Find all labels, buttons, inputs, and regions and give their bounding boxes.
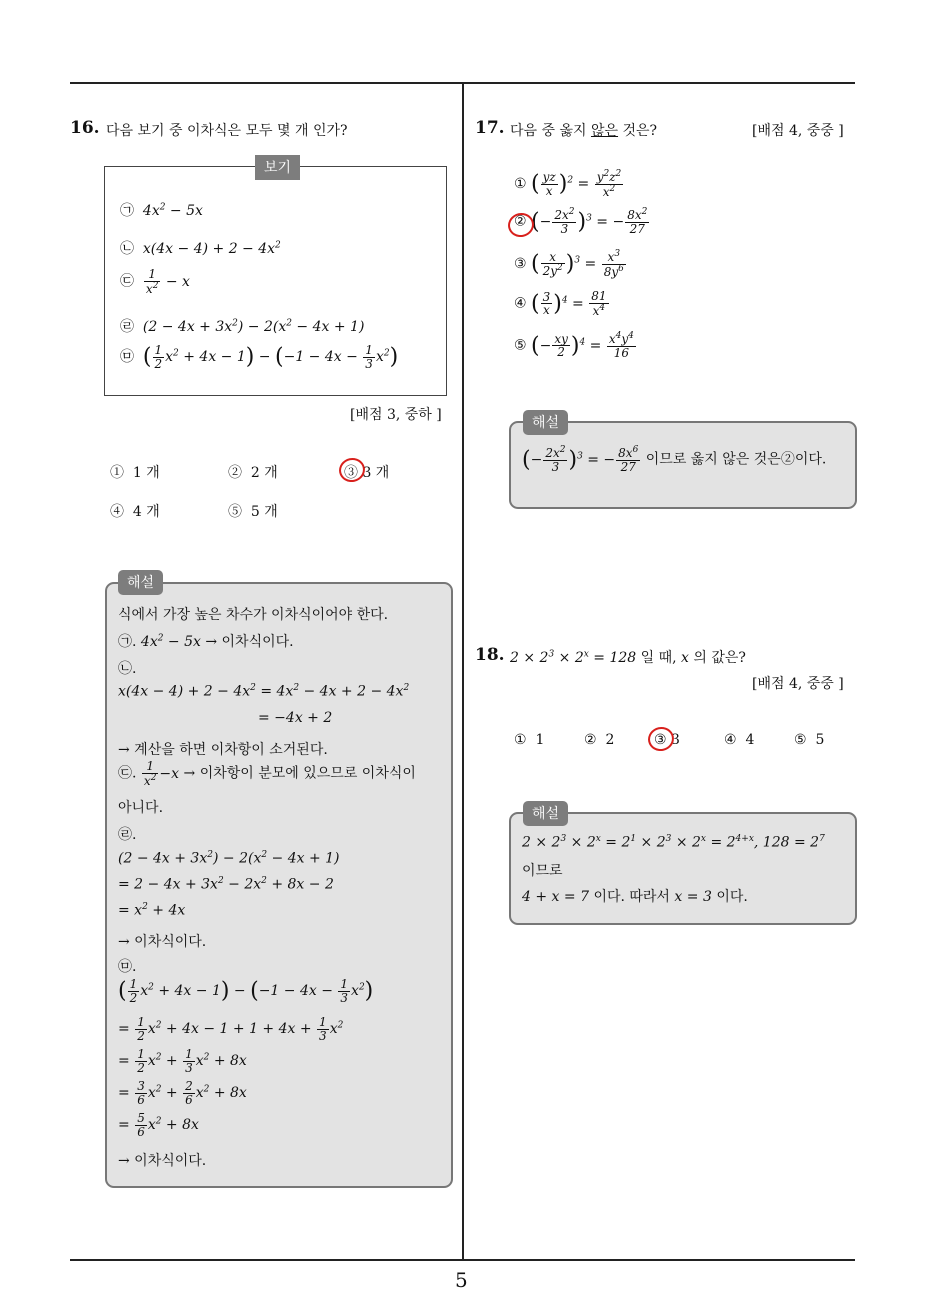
choice-text: 4 개	[132, 504, 160, 520]
question-number: 16.	[70, 118, 100, 138]
question-text	[510, 647, 746, 667]
choice-2[interactable]	[584, 732, 614, 748]
solution-line: = $x^2 + 4x$	[118, 902, 186, 919]
choice-text: 3 개	[362, 465, 390, 481]
choice-marker: ④	[110, 504, 124, 520]
solution-line: = $2 - 4x + 3x^2 - 2x^2 + 8x - 2$	[118, 876, 334, 893]
solution-label: 해설	[523, 801, 568, 826]
bogi-item	[120, 316, 364, 336]
item-expr: $(2 - 4x + 3x^2) - 2(x^2 - 4x + 1)$	[142, 318, 365, 335]
choice-text: 2	[605, 732, 615, 748]
answer-mark-circle	[646, 725, 676, 754]
solution-line: = $\frac{5}{6}$ $x^2 + 8x$	[118, 1111, 199, 1139]
choice-marker: ⑤	[228, 504, 242, 520]
text-end: 의 값은?	[693, 650, 746, 666]
question-number: 17.	[475, 118, 505, 138]
choice-text: 2 개	[250, 465, 278, 481]
solution-line: $2 \times 2^3 \times 2^x = 2^1 \times 2^3 \times 2^x = 2^{4+x}$, $128 = 2^7$	[522, 834, 825, 851]
solution-line	[118, 760, 416, 787]
solution-line: $(2 - 4x + 3x^2) - 2(x^2 - 4x + 1)$	[118, 850, 340, 867]
choice-expr: ( $\frac{3}{x}$ )$^4$ = $\frac{81}{x^4}$	[531, 289, 607, 318]
expr: $4x^2 - 5x$	[140, 633, 201, 650]
text-after: 것은?	[618, 123, 658, 139]
choice-1[interactable]	[514, 732, 544, 748]
choice-1[interactable]	[110, 462, 160, 482]
item-marker: ㉢	[120, 273, 134, 290]
choice-text: 1 개	[132, 465, 160, 481]
solution-expr: 4 + x = 7	[522, 889, 589, 905]
choice-marker: ⑤	[514, 337, 527, 354]
solution-line: = $\frac{1}{2}$ $x^2$ + $\frac{1}{3}$ $x^2 + 8x$	[118, 1047, 247, 1075]
choice-marker: ③	[654, 732, 667, 748]
item-marker: ㉣	[120, 319, 134, 335]
text: → 이차식이다.	[205, 634, 294, 650]
choice-marker: ④	[724, 732, 737, 748]
question-text	[510, 120, 657, 140]
solution-label: 해설	[523, 410, 568, 435]
text: → 이차항이 분모에 있으므로 이차식이	[183, 765, 416, 782]
text-var: x	[681, 650, 689, 666]
bogi-label: 보기	[255, 155, 300, 180]
numerator: 1	[142, 760, 159, 774]
solution-line: ㉤.	[118, 959, 137, 975]
choice-5[interactable]	[514, 332, 637, 359]
choice-2[interactable]	[228, 462, 278, 482]
points: [배점 3, 중하 ]	[350, 407, 442, 423]
solution-line: → 이차식이다.	[118, 934, 207, 950]
choice-marker: ④	[514, 295, 527, 312]
column-divider	[462, 83, 464, 1260]
choice-expr: ( $\frac{yz}{x}$ )$^2$ = $\frac{y^2z^2}{x^2}$	[531, 169, 622, 199]
points: [배점 4, 중중 ]	[752, 123, 844, 139]
solution-expr: x = 3	[674, 889, 712, 905]
choice-marker: ⑤	[794, 732, 807, 748]
marker: ㉠.	[118, 634, 137, 650]
choice-text: 3	[671, 732, 680, 748]
choice-marker: ③	[514, 256, 527, 273]
solution-line: $x(4x - 4) + 2 - 4x^2 = 4x^2 - 4x + 2 - 4x^2$	[118, 683, 410, 700]
solution-line: = $\frac{1}{2}$ $x^2 + 4x - 1 + 1 + 4x$ + $\frac{1}{3}$ $x^2$	[118, 1015, 344, 1043]
solution-expr: (− $\frac{2x^2}{3}$ )$^3$ = − $\frac{8x^6}{27}$	[522, 445, 639, 474]
choice-5[interactable]	[228, 501, 278, 521]
text-before: 다음 중 옳지	[510, 123, 591, 139]
expr	[141, 759, 180, 788]
item-expr: $\frac{1}{x^2}$ − x	[145, 267, 190, 296]
solution-line: 식에서 가장 높은 차수가 이차식이어야 한다.	[118, 607, 389, 623]
choice-marker: ①	[110, 465, 124, 481]
choice-text: 4	[745, 732, 755, 748]
bogi-item	[120, 344, 398, 370]
solution-text: 이다.	[716, 889, 748, 905]
question-expr: $2 \times 2^3 \times 2^x = 128$	[510, 649, 637, 666]
item-marker: ㉡	[120, 241, 134, 257]
rest: −x	[159, 765, 180, 782]
item-expr: ( $\frac{1}{2}$ $x^2 + 4x - 1) - (-1 - 4x$ − $\frac{1}{3}$ $x^2$)	[142, 343, 399, 371]
choice-marker: ②	[514, 213, 527, 230]
solution-line: ㉣.	[118, 827, 137, 843]
choice-marker: ①	[514, 732, 527, 748]
denominator: $x^2$	[143, 772, 157, 788]
solution-line: 이므로	[522, 863, 563, 879]
choice-expr: ( $\frac{x}{2y^2}$ )$^3$ = $\frac{x^3}{8y^6}$	[531, 249, 624, 279]
solution-line: = −4x + 2	[258, 710, 333, 726]
choice-4[interactable]	[724, 732, 754, 748]
question-number: 18.	[475, 645, 505, 665]
choice-marker: ③	[344, 465, 358, 481]
solution-text: 이다. 따라서	[593, 889, 670, 905]
choice-5[interactable]	[794, 732, 824, 748]
question-text: 다음 보기 중 이차식은 모두 몇 개 인가?	[106, 123, 348, 139]
solution-line: → 이차식이다.	[118, 1153, 207, 1169]
bottom-rule	[70, 1259, 855, 1261]
points: [배점 4, 중중 ]	[752, 676, 844, 692]
choice-expr: (− $\frac{2x^2}{3}$ )$^3$ = − $\frac{8x^2}{27}$	[531, 207, 648, 236]
choice-marker: ①	[514, 176, 527, 193]
solution-label: 해설	[118, 570, 163, 595]
choice-marker: ②	[584, 732, 597, 748]
solution-line	[118, 631, 294, 651]
choice-4[interactable]	[110, 501, 160, 521]
bogi-item	[120, 268, 190, 295]
solution-line: ( $\frac{1}{2}$ $x^2 + 4x - 1) - (-1 - 4x$ − $\frac{1}{3}$ $x^2$)	[118, 977, 374, 1005]
choice-marker: ②	[228, 465, 242, 481]
solution-line: → 계산을 하면 이차항이 소거된다.	[118, 742, 328, 758]
solution-line	[522, 886, 748, 906]
text-mid: 일 때,	[640, 650, 677, 666]
solution-line	[522, 446, 826, 473]
choice-3[interactable]	[514, 250, 627, 278]
solution-text: 이므로 옳지 않은 것은②이다.	[645, 451, 827, 468]
bogi-item	[120, 238, 281, 258]
text-underlined: 않은	[590, 123, 619, 139]
marker: ㉢.	[118, 765, 137, 782]
choice-2[interactable]	[514, 208, 650, 235]
choice-expr: (− $\frac{xy}{2}$ )$^4$ = $\frac{x^4y^4}{16}$	[531, 331, 634, 360]
solution-line: = $\frac{3}{6}$ $x^2$ + $\frac{2}{6}$ $x^2 + 8x$	[118, 1079, 247, 1107]
choice-4[interactable]	[514, 290, 610, 317]
item-expr: $x(4x - 4) + 2 - 4x^2$	[142, 240, 281, 257]
choice-text: 1	[535, 732, 545, 748]
choice-text: 5	[815, 732, 825, 748]
item-marker: ㉤	[120, 349, 134, 366]
bogi-item	[120, 200, 203, 220]
choice-text: 5 개	[250, 504, 278, 520]
item-marker: ㉠	[120, 203, 134, 219]
page-number: 5	[455, 1268, 468, 1292]
choice-1[interactable]	[514, 170, 624, 198]
solution-line: 아니다.	[118, 800, 164, 816]
solution-line: ㉡.	[118, 661, 137, 677]
item-expr: $4x^2 - 5x$	[142, 202, 203, 219]
